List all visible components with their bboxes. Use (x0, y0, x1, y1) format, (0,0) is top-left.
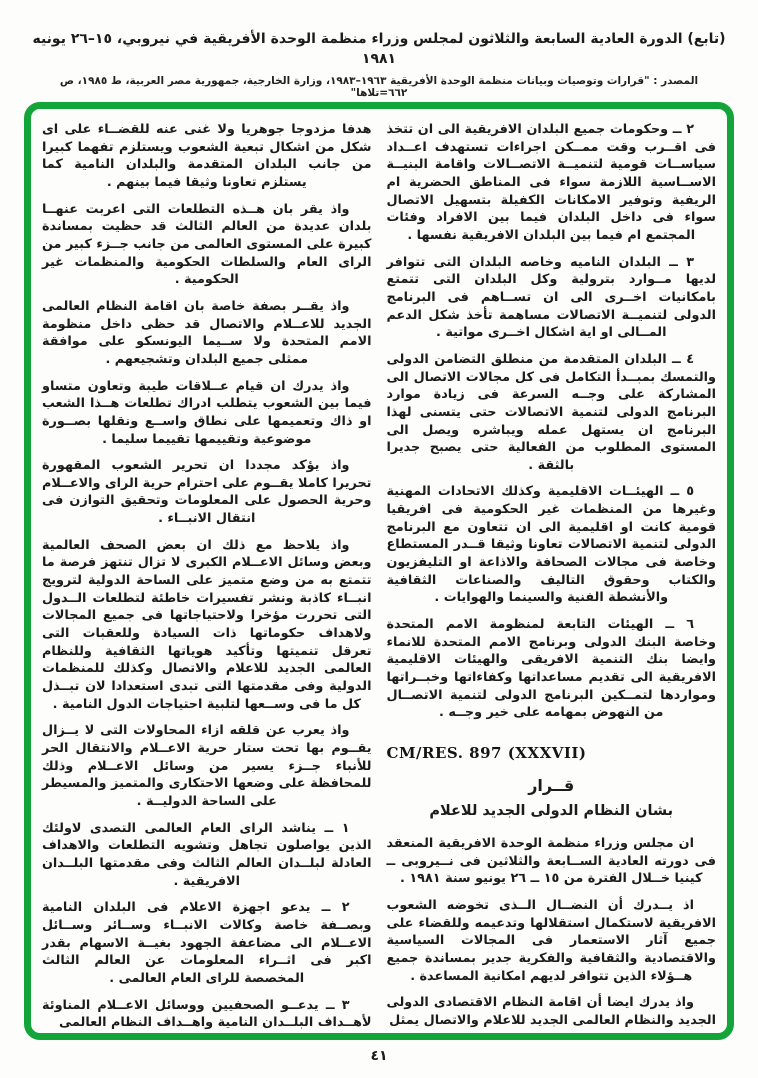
paragraph-preamble-recognizing: اذ يــدرك أن النضــال الــذى تخوضه الشعوب الافريقية لاستكمال استقلالها وتدعيمه وللقضاء على جميع آثار الاستعمار فى المجالات السياسية والاقتصادية والثقافية والفكرية جدير بمساندة جميع هــؤلاء الذين تتوافر لديهم امكانية المساعدة . (386, 897, 716, 984)
paragraph-noting: واذ يلاحظ مع ذلك ان بعض الصحف العالمية وبعض وسائل الاعــلام الكبرى لا تزال تنتهز فرصة ما تتمتع به من وضع متميز على الساحة الدولية لترويج انبــاء كاذبة ونشر تفسيرات خاطئة لتطلعات الــدول التى تحررت مؤخرا ولاحتياجاتها فى جميع المجالات ولاهداف حكوماتها ذات السيادة وللعقبات التى تعرقل تنميتها وتأكيد هوياتها الثقافية وللنظام العالمى الجديد للاعلام والاتصال وكذلك للمنظمات الدولية وفى مقدمتها التى تبدى استعدادا لان تبــذل كل ما فى وســعها لتلبية احتياجات الدول النامية . (42, 537, 372, 712)
paragraph-continuation: هدفا مزدوجا جوهريا ولا غنى عنه للقضــاء على اى شكل من اشكال تبعية الشعوب ويستلزم تفهما كبيرا من جانب البلدان المتقدمة والبلدان النامية كما يستلزم تعاونا وثيقا فيما بينهم . (42, 122, 372, 190)
paragraph-acknowledging-especially: واذ يقــر بصفة خاصة بان اقامة النظام العالمى الجديد للاعــلام والاتصال قد حظى داخل منظومة الامم المتحدة ولا ســيما اليونسكو على موافقة ممثلى جميع البلدان وتشجيعهم . (42, 298, 372, 367)
paragraph-operative-3: ٣ ــ يدعــو الصحفيين ووسائل الاعــلام المناوئة لأهــداف البلــدان النامية واهــداف النظام العالمى (42, 997, 372, 1031)
column-left (42, 121, 372, 1031)
header-session-title: (تابع) الدورة العادية السابعة والثلاثون لمجلس وزراء منظمة الوحدة الأفريقية في نيروبي، ١٥–٢٦ يونيه ١٩٨١ (32, 31, 726, 67)
paragraph-concern: واذ يعرب عن قلقه ازاء المحاولات التى لا يــزال يقــوم بها تحت ستار حرية الاعــلام والانتقال الحر للأنباء جــزء يسير من وسائل الاعــلام وذلك للمحافظة على وضعها الاحتكارى والمتميز والمسيطر على الساحة الدوليــة . (42, 723, 372, 809)
green-border-frame (24, 102, 734, 1040)
paragraph-preamble-recognizing-also: واذ يدرك ايضا أن اقامة النظام الاقتصادى الدولى الجديد والنظام العالمى الجديد للاعلام والاتصال يمثل (386, 995, 716, 1028)
paragraph-preamble-council: ان مجلس وزراء منظمة الوحدة الافريقية المنعقد فى دورته العادية الســابعة والثلاثين فى نــيروبى ــ كينيا خــلال الفترة من ١٥ ــ ٢٦ يونيو سنة ١٩٨١ . (386, 836, 716, 887)
paragraph-item-6: ٦ ــ الهيئات التابعة لمنظومة الامم المتحدة وخاصة البنك الدولى وبرنامج الامم المتحدة للانماء وايضا بنك التنمية الافريقى والهيئات الاقليمية الافريقية الى تقديم مساعداتها وكفاءاتها وخبــراتها ومواردها لتمــكين البرنامج الدولى لتنمية الاتصــال من النهوض بمهامه على خير وجــه . (386, 617, 716, 721)
paragraph-operative-2: ٢ ــ يدعو اجهزة الاعلام فى البلدان النامية وبصــفة خاصة وكالات الانبــاء وســائر وســائل الاعــلام الى مضاعفة الجهود بغيــة الاسهام بقدر اكبر فى اثــراء المعلومات عن العالم الثالث المخصصة للراى العام العالمى . (42, 900, 372, 986)
page-header (30, 30, 728, 99)
resolution-reference: CM/RES. 897 (XXXVII) (386, 744, 587, 762)
page-footer (0, 1045, 758, 1064)
paragraph-acknowledging: واذ يقر بان هــذه التطلعات التى اعربت عنهــا بلدان عديدة من العالم الثالث قد حظيت بمساندة كبيرة على المستوى العالمى من جانب جــزء كبير من الراى العام والسلطات الحكومية والمنظمات غير الحكومية . (42, 201, 372, 288)
paragraph-item-5: ٥ ــ الهيئــات الاقليمية وكذلك الاتحادات المهنية وغيرها من المنظمات غير الحكومية فى افريقيا قومية كانت او اقليمية الى ان تتعاون مع البرنامج الدولى لتنمية الاتصالات تعاونا وثيقا قــدر المستطاع وخاصة فى مجالات الصحافة والاذاعة او التليفزيون والكتاب وحقوق التاليف والصناعات الثقافية والأنشطة الفنية والسينما والهوايات . (386, 484, 716, 606)
page-number: ٤١ (370, 1048, 388, 1064)
header-source-line: المصدر : "قرارات وتوصيات وبيانات منظمة الوحدة الأفريقية ١٩٦٣–١٩٨٣، وزارة الخارجية، جمهورية مصر العربية، ط ١٩٨٥، ص ٦٦٢=تلاها" (59, 75, 699, 100)
resolution-title: قــرار (528, 776, 575, 795)
paragraph-operative-1: ١ ــ يناشد الراى العام العالمى التصدى لاولئك الذين يواصلون تجاهل وتشويه التطلعات والاهداف العادلة لبلــدان العالم الثالث وفى مقدمتها البلــدان الافريقية . (42, 820, 372, 889)
paragraph-aware: واذ يدرك ان قيام عــلاقات طيبة وتعاون متساو فيما بين الشعوب يتطلب ادراك تطلعات هــذا الشعب او ذاك وتعميمها على نطاق واســع ونقلها بصــورة موضوعية وتقييمها تقييما سليما . (42, 378, 372, 447)
resolution-subtitle: بشان النظام الدولى الجديد للاعلام (429, 803, 674, 819)
paragraph-item-4: ٤ ــ البلدان المتقدمة من منطلق التضامن الدولى والتمسك بمبــدأ التكامل فى كل مجالات الاتصال الى المشاركة على وجــه السرعة فى زيادة موارد البرنامج الدولى لتنمية الاتصالات حتى يتسنى لهذا البرنامج ان يستهل عمله ويباشره ويصل الى المستوى المطلوب من الفعالية حتى يصبح جديرا بالثقة . (386, 351, 716, 473)
paragraph-item-3: ٣ ــ البلدان الناميه وخاصه البلدان التى تتوافر لديها مــوارد بترولية وكل البلدان التى تتمتع بامكانيات اخــرى الى ان تســاهم فى البرنامج الدولى لتنميــة الاتصالات مساهمة تأخذ شكل الدعم المــالى او اية اشكال اخــرى مواتية . (386, 254, 716, 341)
paragraph-item-2: ٢ ــ وحكومات جميع البلدان الافريقية الى ان تتخذ فى اقــرب وقت ممــكن اجراءات تستهدف اعــداد سياســات قومية لتنميــة الاتصــالات واقامة البنيــة الاســاسية اللازمة سواء فى المناطق الحضرية ام الريفية وتوفير الامكانات الكفيلة بتسهيل الاتصال سواء فى داخل البلدان فيما بين الافراد وفئات المجتمع ام فيما بين البلدان الافريقية نفسها . (386, 122, 716, 243)
column-right (386, 121, 717, 1028)
two-column-text-area (31, 109, 727, 1033)
paragraph-reaffirming: واذ يؤكد مجددا ان تحرير الشعوب المقهورة تحريرا كاملا يقــوم على احترام حرية الراى والاعــلام وحرية الحصول على المعلومات وتحقيق التوازن فى انتقال الانبــاء . (42, 458, 372, 527)
